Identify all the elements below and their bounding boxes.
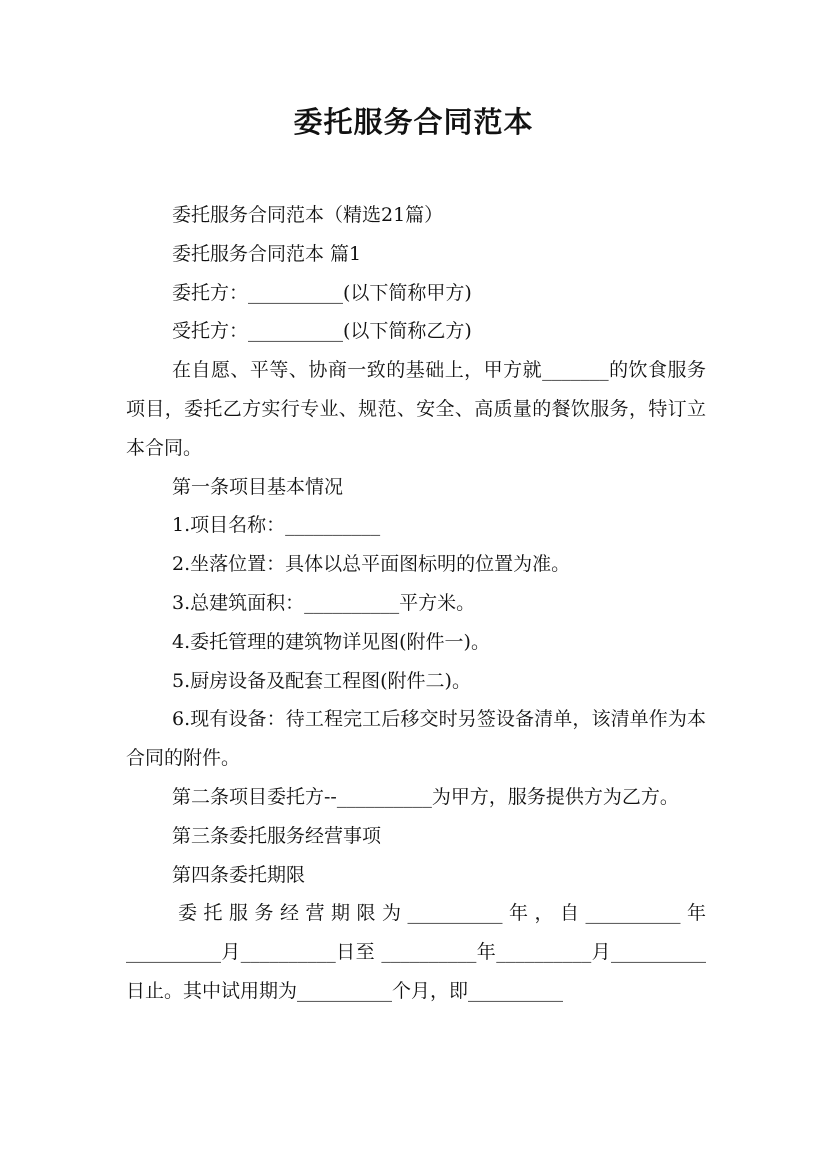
paragraph: 受托方：__________(以下简称乙方) <box>172 320 472 343</box>
paragraph: 5.厨房设备及配套工程图(附件二)。 <box>172 669 471 692</box>
paragraph: 1.项目名称：__________ <box>172 514 381 537</box>
paragraph: 委托方：__________(以下简称甲方) <box>172 281 472 304</box>
paragraph: 2.坐落位置：具体以总平面图标明的位置为准。 <box>172 553 571 576</box>
paragraph: 4.委托管理的建筑物详见图(附件一)。 <box>172 630 490 653</box>
paragraph: 第四条委托期限 <box>172 863 306 886</box>
document-title: 委托服务合同范本 <box>293 105 534 139</box>
paragraph: 6.现有设备：待工程完工后移交时另签设备清单，该清单作为本合同的附件。 <box>126 708 706 770</box>
document-body <box>126 196 706 1011</box>
paragraph: 第三条委托服务经营事项 <box>172 824 382 847</box>
paragraph: 第一条项目基本情况 <box>172 475 344 498</box>
paragraph: 委托服务合同范本 篇1 <box>172 242 362 265</box>
paragraph: 在自愿、平等、协商一致的基础上，甲方就_______的饮食服务项目，委托乙方实行专业、规范、安全、高质量的餐饮服务，特订立本合同。 <box>126 359 706 459</box>
paragraph: 3.总建筑面积：__________平方米。 <box>172 591 476 614</box>
paragraph: 第二条项目委托方--__________为甲方，服务提供方为乙方。 <box>172 785 679 808</box>
paragraph: 委托服务合同范本（精选21篇） <box>172 204 444 226</box>
paragraph: 委托服务经营期限为__________年，自__________年__________月__________日至 __________年__________月__________日止。其中试用期为__________个月，即__________ <box>126 902 706 1002</box>
